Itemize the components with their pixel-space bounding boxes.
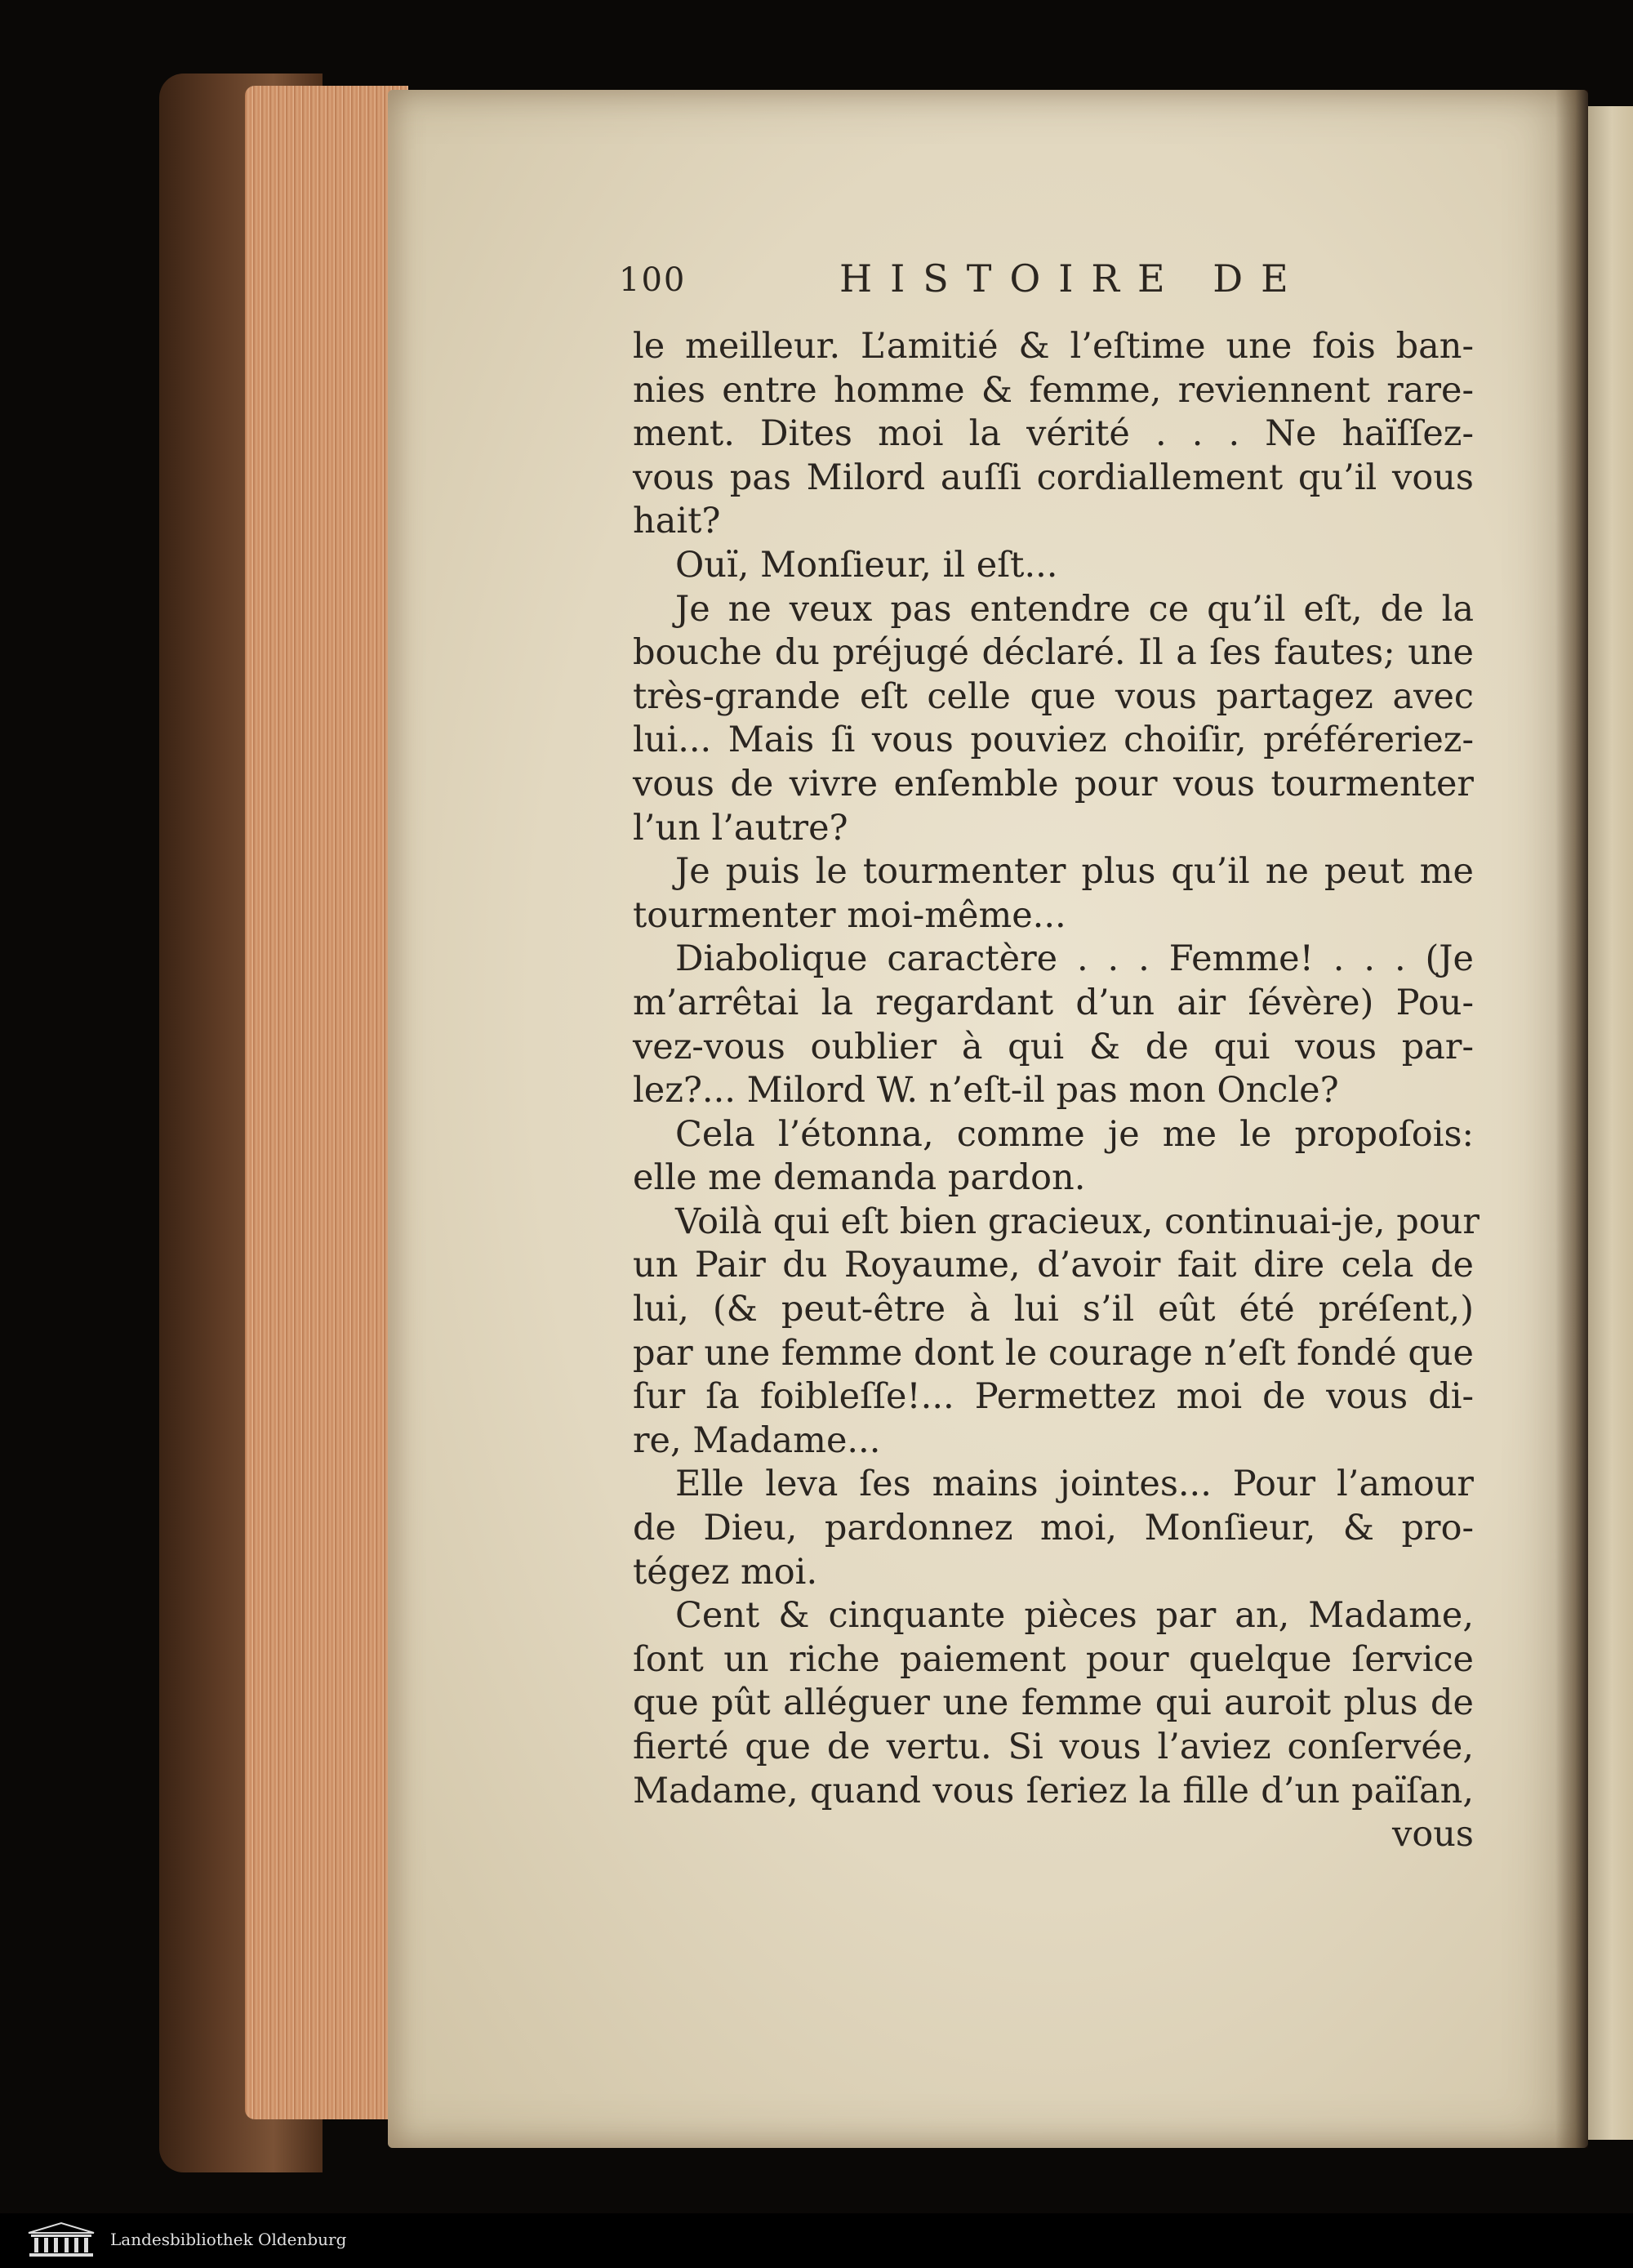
page-edges <box>245 86 408 2119</box>
text-line: Cent & cinquante pièces par an, Madame, <box>675 1595 1474 1637</box>
text-line: Je ne veux pas entendre ce qu’il eſt, de la <box>675 588 1474 630</box>
text-line: ſont un riche paiement pour quelque ſervice <box>633 1638 1474 1680</box>
text-line: Madame, quand vous ſeriez la fille d’un païſan, <box>633 1770 1474 1811</box>
text-line: nies entre homme & femme, reviennent rare- <box>633 369 1474 411</box>
text-line: que pût alléguer une femme qui auroit plus de <box>633 1682 1474 1724</box>
text-line: par une femme dont le courage n’eſt fondé que <box>633 1332 1474 1374</box>
page-gutter <box>1555 90 1588 2148</box>
text-line: un Pair du Royaume, d’avoir fait dire cela de <box>633 1245 1474 1286</box>
text-line: re, Madame... <box>633 1419 881 1461</box>
text-line: vous pas Milord auſſi cordiallement qu’il vous <box>633 457 1474 498</box>
text-line: très-grande eſt celle que vous partagez avec <box>633 675 1474 717</box>
text-line: tégez moi. <box>633 1551 818 1593</box>
text-line: Je puis le tourmenter plus qu’il ne peut me <box>675 851 1474 893</box>
text-line: de Dieu, pardonnez moi, Monſieur, & pro- <box>633 1508 1474 1549</box>
library-building-icon <box>24 2221 98 2258</box>
footer-bar <box>0 2213 1633 2268</box>
text-line: vous de vivre enſemble pour vous tourmenter <box>633 763 1474 804</box>
text-line: lui, (& peut-être à lui s’il eût été préſent,) <box>633 1289 1474 1330</box>
text-line: Diabolique caractère . . . Femme! . . . (Je <box>675 938 1474 980</box>
text-line: hait? <box>633 501 721 542</box>
text-line: lez?... Milord W. n’eſt-il pas mon Oncle? <box>633 1070 1339 1112</box>
text-line: elle me demanda pardon. <box>633 1157 1086 1199</box>
library-name: Landesbibliothek Oldenburg <box>110 2230 347 2249</box>
text-line: vez-vous oublier à qui & de qui vous par- <box>633 1026 1474 1067</box>
text-line: lui... Mais ſi vous pouviez choiſir, préféreriez- <box>633 720 1474 761</box>
text-line: le meilleur. L’amitié & l’eſtime une fois ban- <box>633 326 1474 367</box>
page-number: 100 <box>619 261 687 299</box>
text-line: bouche du préjugé déclaré. Il a ſes fautes; une <box>633 632 1474 674</box>
text-line: m’arrêtai la regardant d’un air ſévère) Pou- <box>633 982 1474 1023</box>
text-line: Cela l’étonna, comme je me le propoſois: <box>675 1113 1474 1155</box>
text-line: fierté que de vertu. Si vous l’aviez conſervée, <box>633 1727 1474 1767</box>
running-title: HISTOIRE DE <box>839 256 1306 301</box>
text-line: tourmenter moi-même... <box>633 894 1066 936</box>
text-line: Voilà qui eſt bien gracieux, continuai-je, pour <box>675 1201 1479 1242</box>
text-line: Elle leva ſes mains jointes... Pour l’amour <box>675 1464 1474 1505</box>
text-line: l’un l’autre? <box>633 807 848 849</box>
text-line: ment. Dites moi la vérité . . . Ne haïſſez- <box>633 413 1474 455</box>
page-header <box>619 256 1476 310</box>
catchword: vous <box>1392 1814 1474 1856</box>
text-line: Ouï, Monſieur, il eſt... <box>675 544 1058 586</box>
text-line: ſur ſa foibleſſe!... Permettez moi de vous di- <box>633 1376 1474 1418</box>
page-body <box>633 325 1479 1857</box>
